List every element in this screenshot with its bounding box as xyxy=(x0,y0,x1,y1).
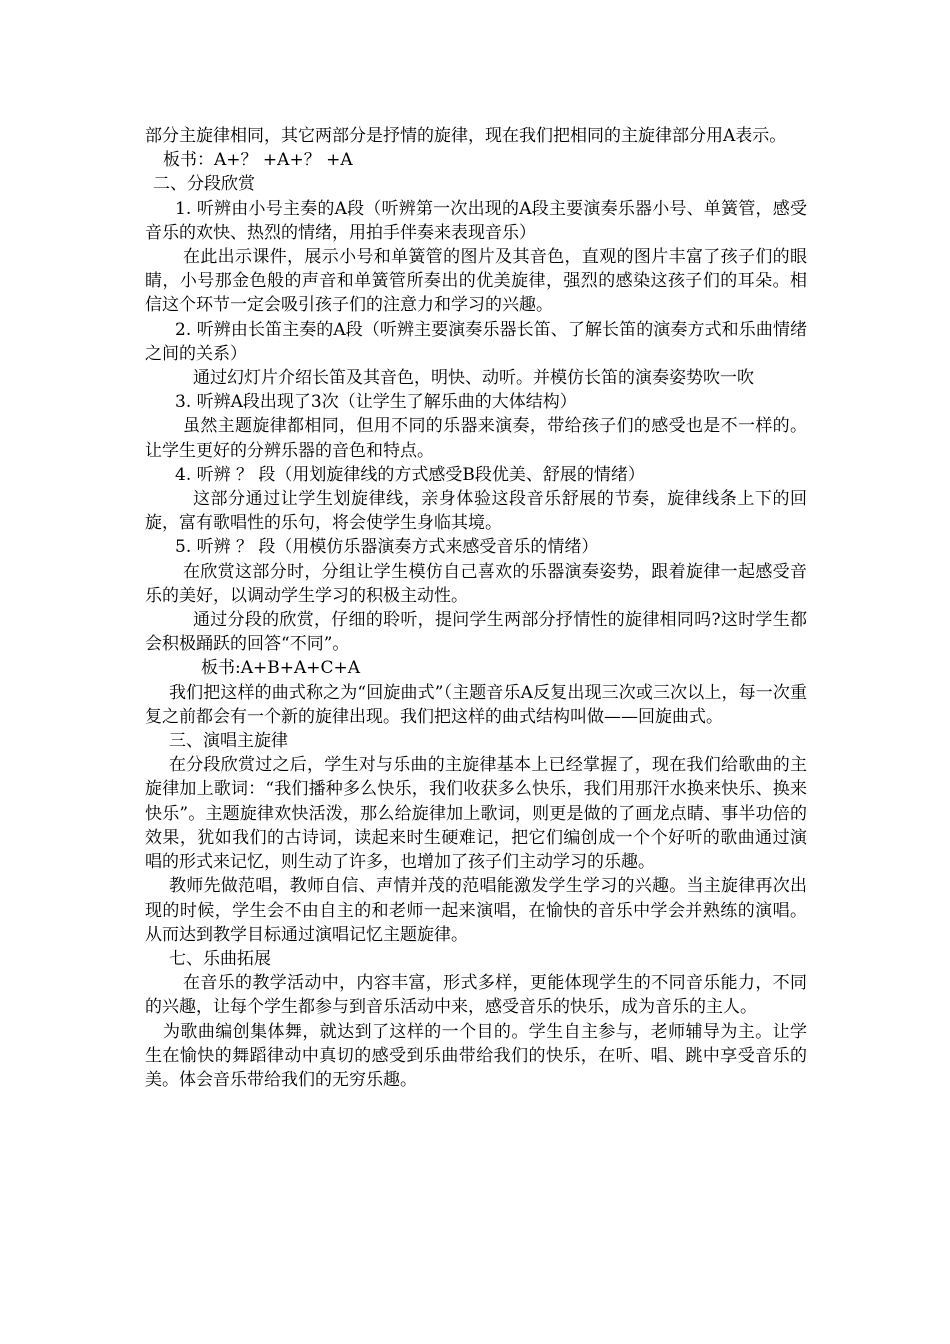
paragraph: 在音乐的教学活动中，内容丰富，形式多样，更能体现学生的不同音乐能力，不同的兴趣，让每个学生都参与到音乐活动中来，感受音乐的快乐，成为音乐的主人。 xyxy=(145,973,807,1018)
paragraph: 板书:A+B+A+C+A xyxy=(201,658,361,679)
paragraph: 教师先做范唱，教师自信、声情并茂的范唱能激发学生学习的兴趣。当主旋律再次出现的时候，学生会不由自主的和老师一起来演唱，在愉快的音乐中学会并熟练的演唱。从而达到教学目标通过演唱记忆主题旋律。 xyxy=(145,876,807,945)
paragraph: 虽然主题旋律都相同，但用不同的乐器来演奏，带给孩子们的感受也是不一样的。让学生更好的分辨乐器的音色和特点。 xyxy=(145,416,807,461)
document-body xyxy=(145,124,807,1092)
paragraph: 板书：A+？ +A+？ +A xyxy=(163,150,353,171)
paragraph: 通过分段的欣赏，仔细的聆听，提问学生两部分抒情性的旋律相同吗?这时学生都会积极踊跃的回答“不同”。 xyxy=(145,610,807,655)
paragraph: 这部分通过让学生划旋律线，亲身体验这段音乐舒展的节奏，旋律线条上下的回旋，富有歌唱性的乐句，将会使学生身临其境。 xyxy=(145,489,807,534)
paragraph: 2. 听辨由长笛主奏的A段（听辨主要演奏乐器长笛、了解长笛的演奏方式和乐曲情绪之间的关系） xyxy=(145,319,807,364)
paragraph: 3. 听辨A段出现了3次（让学生了解乐曲的大体结构） xyxy=(175,392,577,413)
paragraph: 5. 听辨 ？ 段（用模仿乐器演奏方式来感受音乐的情绪） xyxy=(175,537,599,558)
paragraph: 在分段欣赏过之后，学生对与乐曲的主旋律基本上已经掌握了，现在我们给歌曲的主旋律加上歌词：“我们播种多么快乐，我们收获多么快乐，我们用那汗水换来快乐、换来快乐”。主题旋律欢快活泼，那么给旋律加上歌词，则更是做的了画龙点睛、事半功倍的效果，犹如我们的古诗词，读起来时生硬难记，把它们编创成一个个好听的歌曲通过演唱的形式来记忆，则生动了许多，也增加了孩子们主动学习的乐趣。 xyxy=(145,755,807,873)
paragraph: 通过幻灯片介绍长笛及其音色，明快、动听。并模仿长笛的演奏姿势吹一吹 xyxy=(193,368,754,389)
paragraph: 我们把这样的曲式称之为“回旋曲式”（主题音乐A反复出现三次或三次以上，每一次重复之前都会有一个新的旋律出现。我们把这样的曲式结构叫做——回旋曲式。 xyxy=(145,682,807,727)
paragraph: 三、演唱主旋律 xyxy=(169,731,288,752)
paragraph: 为歌曲编创集体舞，就达到了这样的一个目的。学生自主参与，老师辅导为主。让学生在愉快的舞蹈律动中真切的感受到乐曲带给我们的快乐，在听、唱、跳中享受音乐的美。体会音乐带给我们的无穷乐趣。 xyxy=(145,1021,807,1090)
paragraph: 1. 听辨由小号主奏的A段（听辨第一次出现的A段主要演奏乐器小号、单簧管，感受音乐的欢快、热烈的情绪，用拍手伴奏来表现音乐） xyxy=(145,198,807,243)
paragraph: 二、分段欣赏 xyxy=(153,174,255,195)
paragraph: 4. 听辨 ？ 段（用划旋律线的方式感受B段优美、舒展的情绪） xyxy=(175,464,645,485)
paragraph: 七、乐曲拓展 xyxy=(169,948,271,969)
paragraph: 在此出示课件，展示小号和单簧管的图片及其音色，直观的图片丰富了孩子们的眼睛，小号那金色般的声音和单簧管所奏出的优美旋律，强烈的感染这孩子们的耳朵。相信这个环节一定会吸引孩子们的注意力和学习的兴趣。 xyxy=(145,247,807,316)
paragraph: 部分主旋律相同，其它两部分是抒情的旋律，现在我们把相同的主旋律部分用A表示。 xyxy=(145,126,787,146)
paragraph: 在欣赏这部分时，分组让学生模仿自己喜欢的乐器演奏姿势，跟着旋律一起感受音乐的美好，以调动学生学习的积极主动性。 xyxy=(145,561,807,606)
